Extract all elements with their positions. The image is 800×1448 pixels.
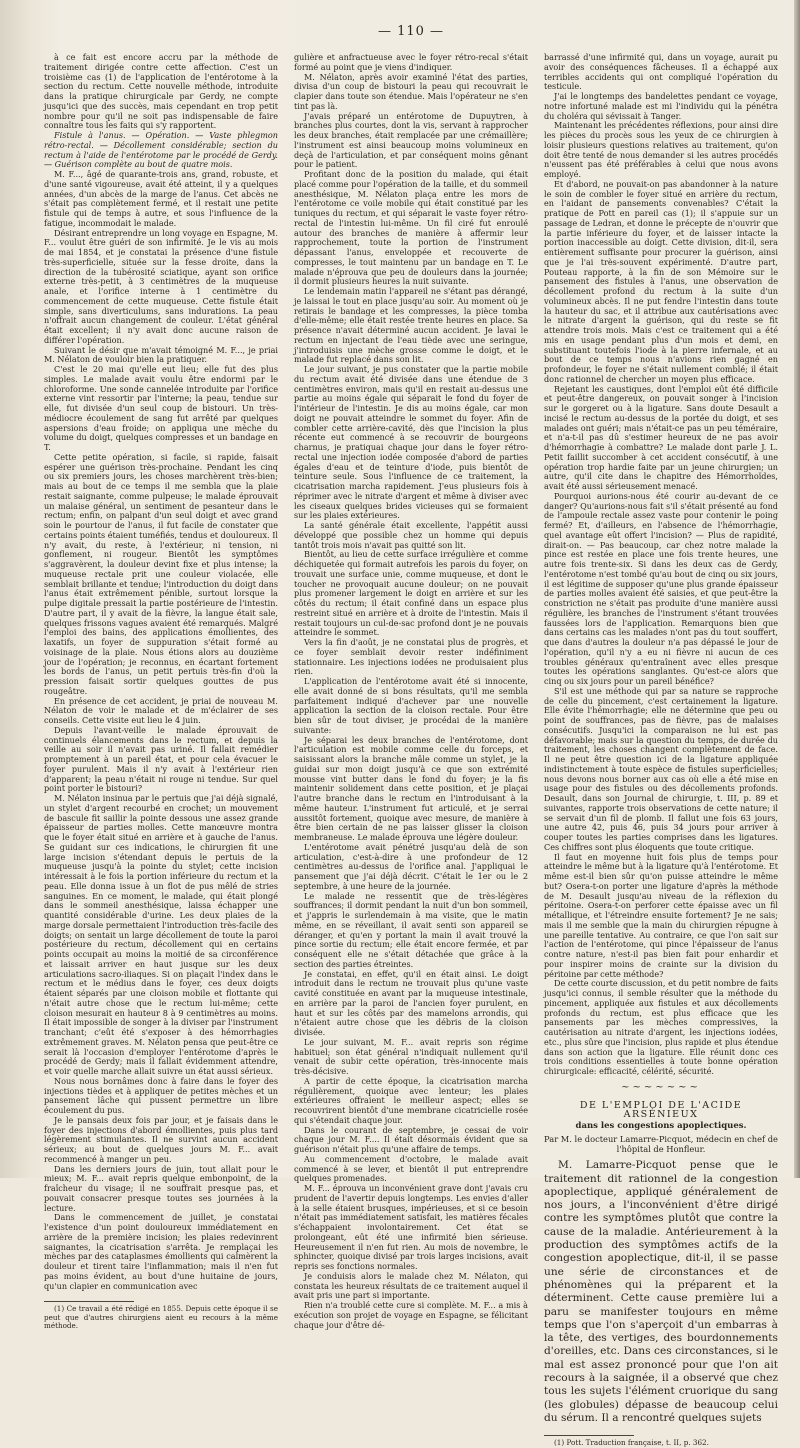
paragraph: M. Lamarre-Picquot pense que le traitement dit rationnel de la congestion apoplectique, appliqué généralement de nos jours, a l'inconvénient d'être dirigé contre les symptômes plutôt que contre la cause de la maladie. Antérieurement à la production des symptômes actifs de la congestion apoplectique, dit-il, il se passe une série de circonstances et de phénomènes qui la préparent et la déterminent. Cette cause première lui a paru se manifester toujours en même temps que l'on s'aperçoit d'un embarras à la tête, des vertiges, des bourdonnements d'oreilles, etc. Dans ces circonstances, si le mal est assez prononcé pour que l'on ait recours à la saignée, il a observé que chez tous les sujets l'élément cruorique du sang (les globules) dépasse de beaucoup celui du sérum. Il a rencontré quelques sujets [544,1159,778,1424]
paragraph: M. F..., âgé de quarante-trois ans, grand, robuste, et d'une santé vigoureuse, avait été atteint, il y a quelques années, d'un abcès de la marge de l'anus. Cet abcès ne s'était pas complètement fermé, et il restait une petite fistule qui de temps à autre, et sous l'influence de la fatigue, incommodait le malade. [44,169,278,228]
paragraph: Bientôt, au lieu de cette surface irrégulière et comme déchiquetée qui formait autrefois les parois du foyer, on trouvait une surface unie, comme muqueuse, et dont le toucher ne provoquait aucune douleur; on ne pouvait plus promener largement le doigt en arrière et sur les côtés du rectum; il était confiné dans un espace plus restreint situé en arrière et à droite de l'intestin. Mais il restait toujours un cul-de-sac profond dont je ne pouvais atteindre le sommet. [294,549,528,638]
paragraph: Le jour suivant, je pus constater que la partie mobile du rectum avait été divisée dans une étendue de 3 centimètres environ, mais qu'il en restait au-dessus une partie au moins égale qui séparait le fond du foyer de l'intérieur de l'intestin. Je dis au moins égale, car mon doigt ne pouvait atteindre le sommet du foyer. Afin de combler cette arrière-cavité, dès que l'incision la plus récente eut commencé à se recouvrir de bourgeons charnus, je pratiquai chaque jour dans le foyer rétro-rectal une injection iodée composée d'abord de parties égales d'eau et de teinture d'iode, puis bientôt de teinture seule. Sous l'influence de ce traitement, la cicatrisation marcha rapidement. J'eus plusieurs fois à réprimer avec le nitrate d'argent et même à diviser avec les ciseaux quelques brides vicieuses qui se formaient sur les plaies extérieures. [294,364,528,521]
paragraph: Depuis l'avant-veille le malade éprouvait de continuels élancements dans le rectum, et depuis la veille au soir il n'avait pas uriné. Il fallait remédier promptement à un pareil état, et pour cela évacuer le foyer purulent. Mais il n'y avait à l'extérieur rien d'apparent; la peau n'était ni rouge ni tendue. Sur quel point porter le bistouri? [44,724,278,794]
right-column [544,53,778,1448]
paragraph: Je le pansais deux fois par jour, et je faisais dans le foyer des injections d'abord émollientes, puis plus tard légèrement stimulantes. Il ne survint aucun accident sérieux; au bout de quelques jours M. F... avait recommencé à manger un peu. [44,1114,278,1164]
section-ornament: ~~~~~~~ [621,1081,701,1093]
section-subtitle: dans les congestions apoplectiques. [575,1121,747,1131]
paragraph: barrassé d'une infirmité qui, dans un voyage, aurait pu avoir des conséquences fâcheuses. Il a échappé aux terribles accidents qui ont compliqué l'opération du testicule. [544,52,778,92]
paragraph: Profitant donc de la position du malade, qui était placé comme pour l'opération de la taille, et du sommeil anesthésique, M. Nélaton plaça entre les mors de l'entérotome ce voile mobile qui était constitué par les tuniques du rectum, et qui séparait le vaste foyer rétro-rectal de l'intestin lui-même. Un fil ciré fut enroulé autour des branches de manière à affermir leur rapprochement, toute la portion de l'instrument dépassant l'anus, enveloppée et recouverte de compresses, le tout maintenu par un bandage en T. Le malade n'éprouva que peu de douleurs dans la journée; il dormit plusieurs heures la nuit suivante. [294,169,528,287]
paragraph: L'entérotome avait pénétré jusqu'au delà de son articulation, c'est-à-dire à une profondeur de 12 centimètres au-dessus de l'orifice anal. J'appliquai le pansement que j'ai déjà décrit. C'était le 1er ou le 2 septembre, à une heure de la journée. [294,841,528,891]
section-author: Par M. le docteur Lamarre-Picquot, médecin en chef de l'hôpital de Honfleur. [544,1133,778,1154]
paragraph: C'est le 20 mai qu'elle eut lieu; elle fut des plus simples. Le malade avait voulu être endormi par le chloroforme. Une sonde cannelée introduite par l'orifice externe vint ressortir par l'interne; la peau, tendue sur elle, fut divisée d'un seul coup de bistouri. Un très-médiocre écoulement de sang fut arrêté par quelques aspersions d'eau froide; on appliqua une mèche du volume du doigt, quelques compresses et un bandage en T. [44,364,278,452]
paragraph: M. F... éprouva un inconvénient grave dont j'avais cru prudent de l'avertir depuis longtemps. Les envies d'aller à la selle étaient brusques, impérieuses, et si ce besoin n'était pas immédiatement satisfait, les matières fécales s'échappaient involontairement. Cet état se prolongeant, eût été une infirmité bien sérieuse. Heureusement il n'en fut rien. Au mois de novembre, le sphincter, quoique divisé par trois larges incisions, avait repris ses fonctions normales. [294,1183,528,1271]
paragraph: Cette petite opération, si facile, si rapide, faisait espérer une guérison très-prochaine. Pendant les cinq ou six premiers jours, les choses marchèrent très-bien; mais au bout de ce temps il me sembla que la plaie restait saignante, comme pulpeuse; le malade éprouvait un malaise général, un sentiment de pesanteur dans le rectum; enfin, on palpant d'un seul doigt et avec grand soin le pourtour de l'anus, il fut facile de constater que certains points étaient tuméfiés, tendus et douloureux. Il n'y avait, du reste, à l'extérieur, ni tension, ni gonflement, ni rougeur. Bientôt les symptômes s'aggravèrent, la douleur devint fixe et plus intense; la muqueuse rectale prit une couleur violacée, elle semblait brillante et tendue; l'introduction du doigt dans l'anus était extrêmement pénible, surtout lorsque la pulpe digitale pressait la partie postérieure de l'intestin. D'autre part, il y avait de la fièvre, la langue était sale, quelques frissons vagues avaient été remarqués. Malgré l'emploi des bains, des applications émollientes, des laxatifs, un foyer de suppuration s'était formé au voisinage de la plaie. Nous étions alors au douzième jour de l'opération; je reconnus, en écartant fortement les bords de l'anus, un petit pertuis très-fin d'où la pression faisait sortir quelques gouttes de pus rougeâtre. [44,451,278,696]
paragraph: De cette courte discussion, et du petit nombre de faits jusqu'ici connus, il semble résulter que la méthode du pincement, appliquée aux fistules et aux décollements profonds du rectum, est plus efficace que les pansements par les mèches compressives, la cautérisation au nitrate d'argent, les injections iodées, etc., plus sûre que l'incision, plus rapide et plus étendue dans son action que la ligature. Elle réunit donc ces trois conditions essentielles à toute bonne opération chirurgicale: efficacité, célérité, sécurité. [544,978,778,1076]
paragraph: La santé générale était excellente, l'appétit aussi développé que possible chez un homme qui depuis tantôt trois mois n'avait pas quitté son lit. [294,520,528,550]
paragraph: M. Nélaton, après avoir examiné l'état des parties, divisa d'un coup de bistouri la peau qui recouvrait le clapier dans toute son étendue. Mais l'opérateur ne s'en tint pas là. [294,71,528,111]
paragraph: S'il est une méthode qui par sa nature se rapproche de celle du pincement, c'est certainement la ligature. Elle évite l'hémorrhagie; elle ne détermine que peu ou point de souffrances, pas de fièvre, pas de malaises consécutifs. Jusqu'ici la comparaison ne lui est pas défavorable; mais sur la question du temps, de durée du traitement, les choses changent complètement de face. Il ne peut être question ici de la ligature appliquée indistinctement à toute espèce de fistules superficielles; nous devons nous borner aux cas où elle a été mise en usage pour des fistules ou des décollements profonds. Desault, dans son Journal de chirurgie, t. III, p. 89 et suivantes, rapporte trois observations de cette nature; il se servait d'un fil de plomb. Il fallut une fois 63 jours, une autre 42, puis 46, puis 34 jours pour arriver à couper toutes les parties comprises dans les ligatures. Ces chiffres sont plus éloquents que toute critique. [544,685,778,852]
paragraph: Suivant le désir que m'avait témoigné M. F..., je priai M. Nélaton de vouloir bien la pratiquer. [44,344,278,365]
case-heading: Fistule à l'anus. — Opération. — Vaste phlegmon rétro-rectal. — Décollement considérable; section du rectum à l'aide de l'entérotome par le procédé de Gerdy. — Guérison complète au bout de quatre mois. [44,130,278,170]
paragraph: Désirant entreprendre un long voyage en Espagne, M. F... voulut être guéri de son infirmité. Je le vis au mois de mai 1854, et je constatai la présence d'une fistule très-superficielle, située sur la fesse droite, dans la direction de la tubérosité sciatique, ayant son orifice externe très-petit, à 3 centimètres de la muqueuse anale, et l'orifice interne à 1 centimètre du commencement de cette muqueuse. Cette fistule était simple, sans diverticulums, sans indurations. La peau n'offrait aucun changement de couleur. L'état général était excellent; il n'y avait donc aucune raison de différer l'opération. [44,227,278,345]
paragraph: gulière et anfractueuse avec le foyer rétro-recal s'était formé au point que je viens d'indiquer. [294,52,528,72]
paragraph: J'ai le longtemps des bandelettes pendant ce voyage, notre infortuné malade est mi l'individu qui la pénétra du choléra qui sévissait à Tanger. [544,91,778,121]
paragraph: A partir de cette époque, la cicatrisation marcha régulièrement, quoique avec lenteur; les plaies extérieures offraient le meilleur aspect; elles se recouvrirent bientôt d'une membrane cicatricielle rosée qui s'étendait chaque jour. [294,1075,528,1125]
footnote-rule [544,1435,634,1436]
paragraph: Maintenant les précédentes réflexions, pour ainsi dire les pièces du procès sous les yeux de ce chirurgien à loisir plusieurs questions relatives au traitement, qu'on doit être tenté de nous demander si les autres procédés n'eussent pas été préférables à celui que nous avons employé. [544,120,778,179]
footnote: (1) Ce travail a été rédigé en 1855. Depuis cette époque il se peut que d'autres chirurgiens aient eu recours à la même méthode. [44,1304,278,1331]
paragraph: Dans le courant de septembre, je cessai de voir chaque jour M. F.... Il était désormais évident que sa guérison n'était plus qu'une affaire de temps. [294,1124,528,1154]
paragraph: J'avais préparé un entérotome de Dupuytren, à branches plus courtes, dont la vis, servant à rapprocher les deux branches, était remplacée par une crémaillère; l'instrument est ainsi beaucoup moins volumineux en deçà de l'articulation, et par conséquent moins gênant pour le patient. [294,110,528,170]
paragraph: Je séparai les deux branches de l'entérotome, dont l'articulation est mobile comme celle du forceps, et saisissant alors la branche mâle comme un stylet, je la guidai sur mon doigt jusqu'à ce que son extrémité mousse vint butter dans le fond du foyer; je la fis maintenir solidement dans cette position, et je plaçai l'autre branche dans le rectum en l'introduisant à la même hauteur. L'instrument fut articulé, et je serrai aussitôt fortement, quoique avec mesure, de manière à être bien certain de ne pas laisser glisser la cloison membraneuse. Le malade éprouva une légère douleur. [294,734,528,842]
paragraph: Dans les derniers jours de juin, tout allait pour le mieux; M. F... avait repris quelque embonpoint, de la fraîcheur du visage; il ne souffrait presque pas, et pouvait consacrer presque toutes ses journées à la lecture. [44,1163,278,1213]
paragraph: Je constatai, en effet, qu'il en était ainsi. Le doigt introduit dans le rectum ne trouvait plus qu'une vaste cavité constituée en avant par la muqueuse intestinale, en arrière par la paroi de l'ancien foyer purulent, en haut et sur les côtés par des mamelons arrondis, qui n'étaient autre chose que les débris de la cloison divisée. [294,968,528,1037]
paragraph: M. Nélaton insinua par le pertuis que j'ai déjà signalé, un stylet d'argent recourbé en crochet; un mouvement de bascule fit saillir la pointe dessous une assez grande épaisseur de parties molles. Cette manœuvre montra que le foyer était situé en arrière et à gauche de l'anus. Se guidant sur ces indications, le chirurgien fit une large incision s'étendant depuis le pertuis de la muqueuse jusqu'à la pointe du stylet; cette incision intéressait à le fois la portion inférieure du rectum et la peau. Elle donna issue à un flot de pus mêlé de stries sanguines. En ce moment, le malade, qui était plongé dans le sommeil anesthésique, laissa échapper une quantité considérable d'urine. Les deux plaies de la marge dorsale permettaient l'introduction très-facile des doigts; on sentait un large décollement de toute la paroi postérieure du rectum, décollement qui en certains points occupait au moins la moitié de sa circonférence et laissait arriver en haut jusque sur les deux articulations sacro-iliaques. Si on plaçait l'index dans le rectum et le médius dans le foyer, ces deux doigts étaient séparés par une cloison mobile et flottante qui n'était autre chose que le rectum lui-même; cette cloison mesurait en hauteur 8 à 9 centimètres au moins. Il était impossible de songer à la diviser par l'instrument tranchant; c'eût été s'exposer à des hémorrhagies extrêmement graves. M. Nélaton pensa que peut-être ce serait là l'occasion d'employer l'entérotome d'après le procédé de Gerdy; mais il fallait évidemment attendre, et voir quelle marche allait suivre un état aussi sérieux. [44,793,278,1076]
paragraph: Au commencement d'octobre, le malade avait commencé à se lever, et bientôt il put entreprendre quelques promenades. [294,1153,528,1184]
section-title: DE L'EMPLOI DE L'ACIDE ARSÉNIEUX [579,1099,743,1121]
paragraph: Il faut en moyenne huit fois plus de temps pour atteindre le même but à la ligature qu'à l'entérotome. Et même est-il bien sûr qu'on puisse atteindre le même but? Osera-t-on porter une ligature d'après la méthode de M. Desault jusqu'au niveau de la réflexion du péritoine. Osera-t-on perforer cette épaisse avec un fil métallique, et l'étreindre ensuite fortement? Je ne sais; mais il me semble que la main du chirurgien répugne à une pareille tentative. Au contraire, ce que l'on sait sur l'action de l'entérotome, qui pince l'épaisseur de l'anus contre nature, n'est-il pas bien fait pour enhardir et pour inspirer moins de crainte sur la division du péritoine par cette méthode? [544,851,778,979]
left-column [44,53,278,1448]
page-edge-shadow [794,0,800,1178]
footnote: (1) Pott. Traduction française, t. II, p. 362. [554,1438,709,1448]
paragraph: Et d'abord, ne pouvait-on pas abandonner à la nature le soin de combler le foyer situé en arrière du rectum, en l'aidant de pansements convenables? C'était la pratique de Pott en pareil cas (1); il s'appuie sur un passage de Ledran, et donne le précepte de n'ouvrir que la partie inférieure du foyer, et de laisser intacte la portion inaccessible au doigt. Cette division, dit-il, sera entièrement suffisante pour procurer la guérison, ainsi que je l'ai très-souvent expérimenté. D'autre part, Pouteau rapporte, à la fin de son Mémoire sur le pansement des fistules à l'anus, une observation de décollement profond du rectum à la suite d'un volumineux abcès. Il ne put fendre l'intestin dans toute la hauteur du sac, et il attribue aux cautérisations avec le nitrate d'argent la guérison, qui du reste se fit attendre trois mois. Mais c'est ce traitement qui a été mis en usage pendant plus d'un mois et demi, en substituant toutefois l'iode à la pierre infernale, et au bout de ce temps nous n'avions rien gagné en profondeur, le foyer ne s'était nullement comblé; il était donc rationnel de chercher un moyen plus efficace. [544,178,778,384]
paragraph: Rejetant les caustiques, dont l'emploi eût été difficile et peut-être dangereux, on pouvait songer à l'incision sur le gorgeret ou à la ligature. Sans doute Desault a incisé le rectum au-dessus de la portée du doigt, et ses malades ont guéri; mais n'était-ce pas un peu téméraire, et n'a-t-il pas dû s'estimer heureux de ne pas avoir d'hémorrhagie à combattre? Le malade dont parle J. L. Petit faillit succomber à cet accident consécutif, à une opération trop hardie faite par un jeune chirurgien; un autre, qu'il cite dans le chapitre des Hémorrhoïdes, avait été aussi sérieusement menacé. [544,383,778,491]
paragraph: Rien n'a troublé cette cure si complète. M. F... a mis à exécution son projet de voyage en Espagne, se félicitant chaque jour d'être dé- [294,1300,528,1330]
paragraph: En présence de cet accident, je priai de nouveau M. Nélaton de voir le malade et de m'éclairer de ses conseils. Cette visite eut lieu le 4 juin. [44,695,278,725]
footnote-rule [44,1301,134,1302]
columns [44,53,778,1448]
paragraph: à ce fait est encore accru par la méthode de traitement dirigée contre cette affection. C'est un troisième cas (1) de l'application de l'entérotome à la section du rectum. Cette nouvelle méthode, introduite dans la pratique chirurgicale par Gerdy, ne compte jusqu'ici que des succès, mais cependant en trop petit nombre pour qu'il ne soit pas indispensable de faire connaître tous les faits qui s'y rapportent. [44,52,278,131]
section-body [544,1159,778,1425]
paragraph: Le jour suivant, M. F... avait repris son régime habituel; son état général n'indiquait nullement qu'il venait de subir cette opération, très-innocente mais très-décisive. [294,1036,528,1076]
paragraph: Je conduisis alors le malade chez M. Nélaton, qui constata les heureux résultats de ce traitement auquel il avait pris une part si importante. [294,1270,528,1301]
paragraph: Dans le commencement de juillet, je constatai l'existence d'un point douloureux immédiatement en arrière de la première incision; les plaies redevinrent saignantes, la cicatrisation s'arrêta. Je remplaçai les mèches par des cataplasmes émollients qui calmèrent la douleur et tirent taire l'inflammation; mais il n'en fut pas moins évident, au bout d'une huitaine de jours, qu'un clapier en communication avec [44,1212,278,1291]
paragraph: Vers la fin d'août, je ne constatai plus de progrès, et ce foyer semblait devoir rester indéfiniment stationnaire. Les injections iodées ne produisaient plus rien. [294,637,528,677]
middle-column [294,53,528,1448]
page-number: — 110 — [377,24,445,39]
paragraph: Pourquoi aurions-nous été courir au-devant de ce danger? Qu'aurions-nous fait s'il s'était présenté au fond de l'ampoule rectale assez vaste pour contenir le poing fermé? Et, d'ailleurs, en l'absence de l'hémorrhagie, quel avantage eût offert l'incision? — Plus de rapidité, dirait-on. — Pas beaucoup, car chez notre malade la pince est restée en place une fois trente heures, une autre fois trente-six. Si dans les deux cas de Gerdy, l'entérotome n'est tombé qu'au bout de cinq ou six jours, il est légitime de supposer qu'une plus grande épaisseur de parties molles avaient été saisies, et que peut-être la constriction ne s'était pas produite d'une manière aussi régulière, les branches de l'instrument s'étant trouvées faussées lors de l'application. Remarquons bien que dans certains cas les malades n'ont pas du tout souffert, que dans d'autres la douleur n'a pas dépassé le jour de l'opération, qu'il n'y a eu ni fièvre ni aucun de ces troubles généraux qu'entraînent avec elles presque toutes les opérations sanglantes. Qu'est-ce alors que cinq ou six jours pour un pareil bénéfice? [544,490,778,686]
paragraph: Le malade ne ressentit que de très-légères souffrances; il dormit pendant la nuit d'un bon sommeil, et j'appris le surlendemain à ma visite, que le matin même, en se réveillant, il avait senti son appareil se déranger, et qu'en y portant la main il avait trouvé la pince sortie du rectum; elle était encore fermée, et par conséquent elle ne s'était détachée que grâce à la section des parties étreintes. [294,890,528,969]
paragraph: Nous nous bornâmes donc à faire dans le foyer des injections tièdes et à appliquer de petites mèches et un pansement lâche qui pussent permettre un libre écoulement du pus. [44,1075,278,1115]
paragraph: L'application de l'entérotome avait été si innocente, elle avait donné de si bons résultats, qu'il me sembla parfaitement indiqué d'achever par une nouvelle application la section de la cloison rectale. Pour être bien sûr de tout diviser, je procédai de la manière suivante: [294,676,528,735]
paragraph: Le lendemain matin l'appareil ne s'étant pas dérangé, je laissai le tout en place jusqu'au soir. Au moment où je retirais le bandage et les compresses, la pièce tomba d'elle-même; elle était restée trente heures en place. Sa présence n'avait déterminé aucun accident. Je lavai le rectum en injectant de l'eau tiède avec une seringue, j'introduisis une mèche grosse comme le doigt, et le malade fut replacé dans son lit. [294,286,528,365]
